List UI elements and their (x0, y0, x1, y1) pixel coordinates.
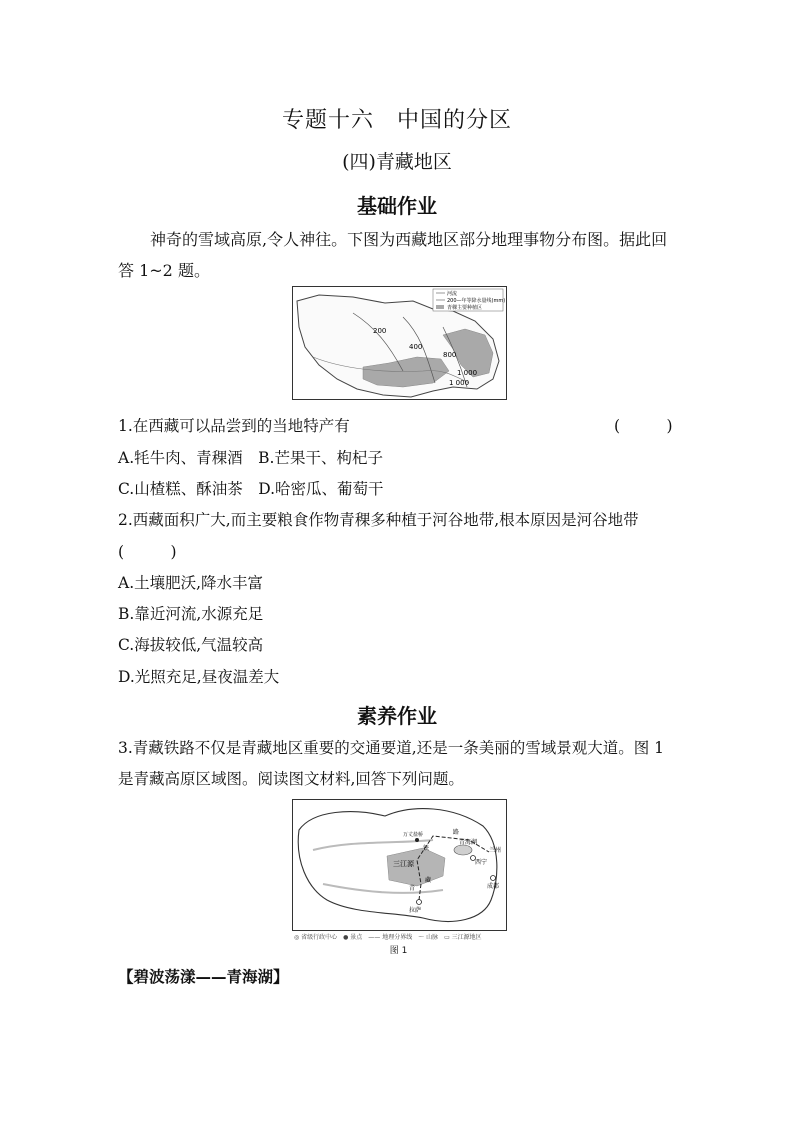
rail-char-2: 铁 (423, 845, 430, 852)
q3-line-1: 3.青藏铁路不仅是青藏地区重要的交通要道,还是一条美丽的雪域景观大道。图 1 (118, 739, 665, 757)
intro-line-1: 神奇的雪域高原,令人神往。下图为西藏地区部分地理事物分布图。据此回 (150, 230, 668, 249)
map1-legend-river: 河流 (447, 291, 458, 297)
map1-legend-isohyet: 200—年等降水量线(mm) (447, 298, 506, 304)
contour-label-200: 200 (373, 327, 387, 335)
label-sanjiangyuan: 三江源 (393, 860, 414, 868)
tibet-map-figure (292, 286, 507, 400)
rail-char-3: 藏 (425, 877, 432, 884)
label-lhasa: 拉萨 (409, 907, 422, 914)
label-kunlun: 万丈盐桥 (403, 832, 424, 838)
q2-stem: 2.西藏面积广大,而主要粮食作物青稞多种植于河谷地带,根本原因是河谷地带 (118, 511, 639, 529)
section-heading-literacy: 素养作业 (357, 704, 437, 728)
plateau-map-figure (292, 799, 507, 931)
intro-line-2: 答 1~2 题。 (118, 261, 210, 280)
subheading-qinghai-lake: 【碧波荡漾——青海湖】 (118, 968, 289, 986)
q2-option-b: B.靠近河流,水源充足 (118, 605, 264, 623)
q2-option-d: D.光照充足,昼夜温差大 (118, 668, 280, 686)
label-qinghai-lake: 青海湖 (459, 839, 478, 846)
page-title: 专题十六 中国的分区 (281, 108, 512, 133)
map2-legend: ◎ 省级行政中心 ● 景点 —— 地理分界线 ～ 山脉 ▭ 三江源地区 (294, 934, 482, 941)
q1-answer-bracket: ( ) (614, 417, 673, 435)
page-subtitle: (四)青藏地区 (342, 151, 452, 173)
q1-options-cd: C.山楂糕、酥油茶 D.哈密瓜、葡萄干 (118, 480, 384, 498)
contour-label-400: 400 (409, 343, 423, 351)
contour-label-1000-b: 1 000 (449, 379, 470, 387)
contour-label-1000-a: 1 000 (457, 369, 478, 377)
rail-char-1: 路 (453, 829, 460, 836)
q2-option-c: C.海拔较低,气温较高 (118, 636, 264, 654)
q3-line-2: 是青藏高原区域图。阅读图文材料,回答下列问题。 (118, 770, 464, 788)
plateau-map (293, 800, 506, 930)
tibet-map (293, 287, 506, 399)
rail-char-4: 青 (409, 885, 416, 892)
q1-stem: 1.在西藏可以品尝到的当地特产有 (118, 417, 350, 435)
map2-caption: 图 1 (389, 946, 408, 956)
map1-legend-barley: 青稞主要种植区 (447, 305, 483, 311)
label-chengdu: 成都 (487, 883, 500, 890)
label-lanzhou: 兰州 (489, 847, 502, 854)
section-heading-basic: 基础作业 (357, 194, 437, 218)
q1-options-ab: A.牦牛肉、青稞酒 B.芒果干、枸杞子 (118, 449, 383, 467)
label-xining: 西宁 (475, 859, 488, 866)
q2-option-a: A.土壤肥沃,降水丰富 (118, 574, 264, 592)
contour-label-800: 800 (443, 351, 457, 359)
q2-answer-bracket: ( ) (118, 543, 177, 561)
